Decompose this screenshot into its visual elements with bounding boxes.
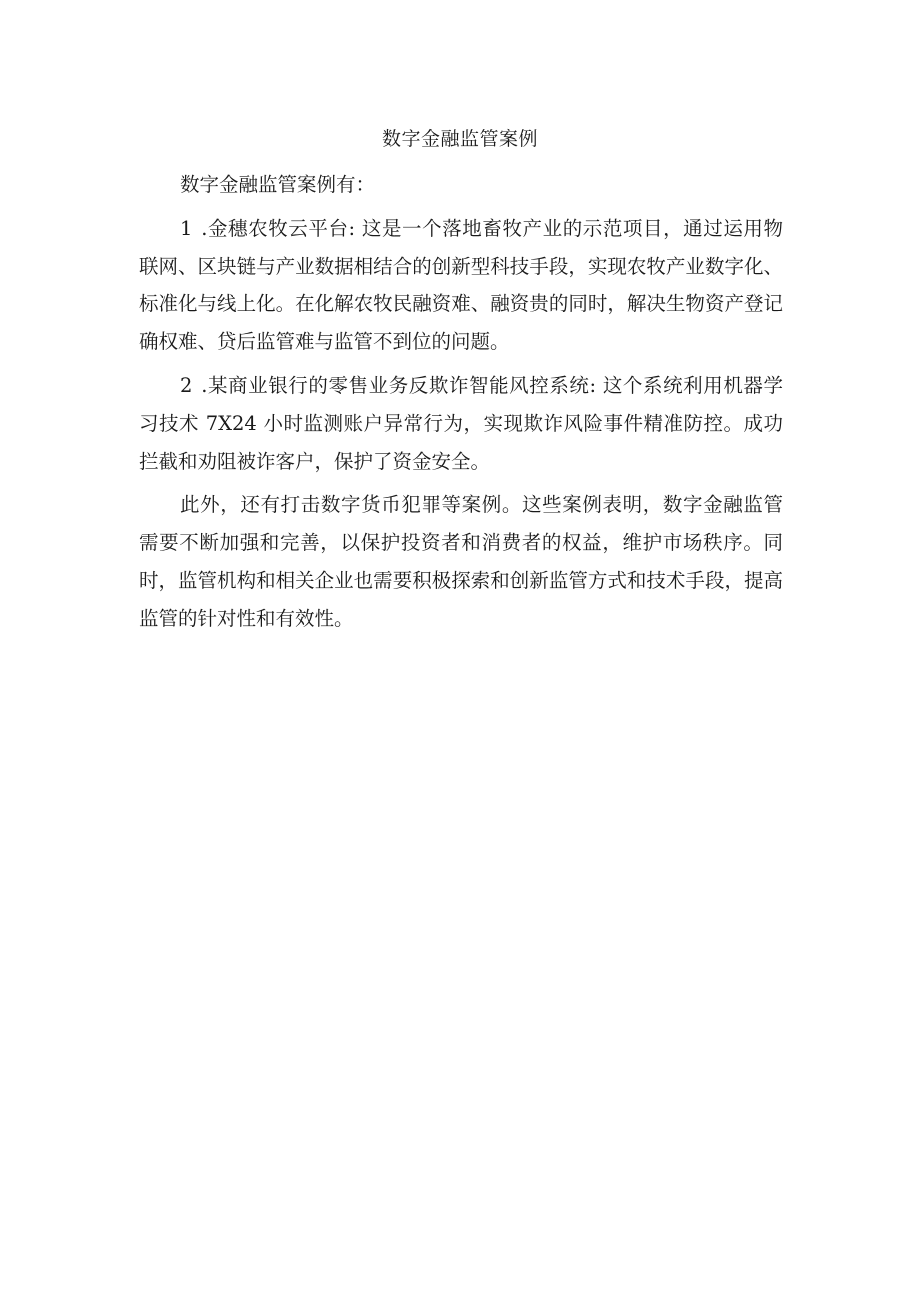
conclusion-paragraph: 此外，还有打击数字货币犯罪等案例。这些案例表明，数字金融监管需要不断加强和完善，以保护投资者和消费者的权益，维护市场秩序。同时，监管机构和相关企业也需要积极探索和创新监管方式和技术手段，提高监管的针对性和有效性。	[139, 493, 783, 630]
intro-paragraph: 数字金融监管案例有：	[180, 173, 376, 196]
document-title: 数字金融监管案例	[381, 128, 538, 150]
document-body	[139, 166, 783, 638]
case-item-text: .某商业银行的零售业务反欺诈智能风控系统: 这个系统利用机器学习技术 7X24 小时监测账户异常行为，实现欺诈风险事件精准防控。成功拦截和劝阻被诈客户，保护了资金安全。	[139, 373, 783, 473]
case-item-1	[139, 210, 783, 361]
case-item-number: 1	[180, 216, 195, 240]
case-item-text: .金穗农牧云平台: 这是一个落地畜牧产业的示范项目，通过运用物联网、区块链与产业数据相结合的创新型科技手段，实现农牧产业数字化、标准化与线上化。在化解农牧民融资难、融资贵的同时，解决生物资产登记确权难、贷后监管难与监管不到位的问题。	[139, 216, 783, 354]
case-item-2	[139, 367, 783, 480]
case-item-number: 2	[180, 373, 195, 397]
